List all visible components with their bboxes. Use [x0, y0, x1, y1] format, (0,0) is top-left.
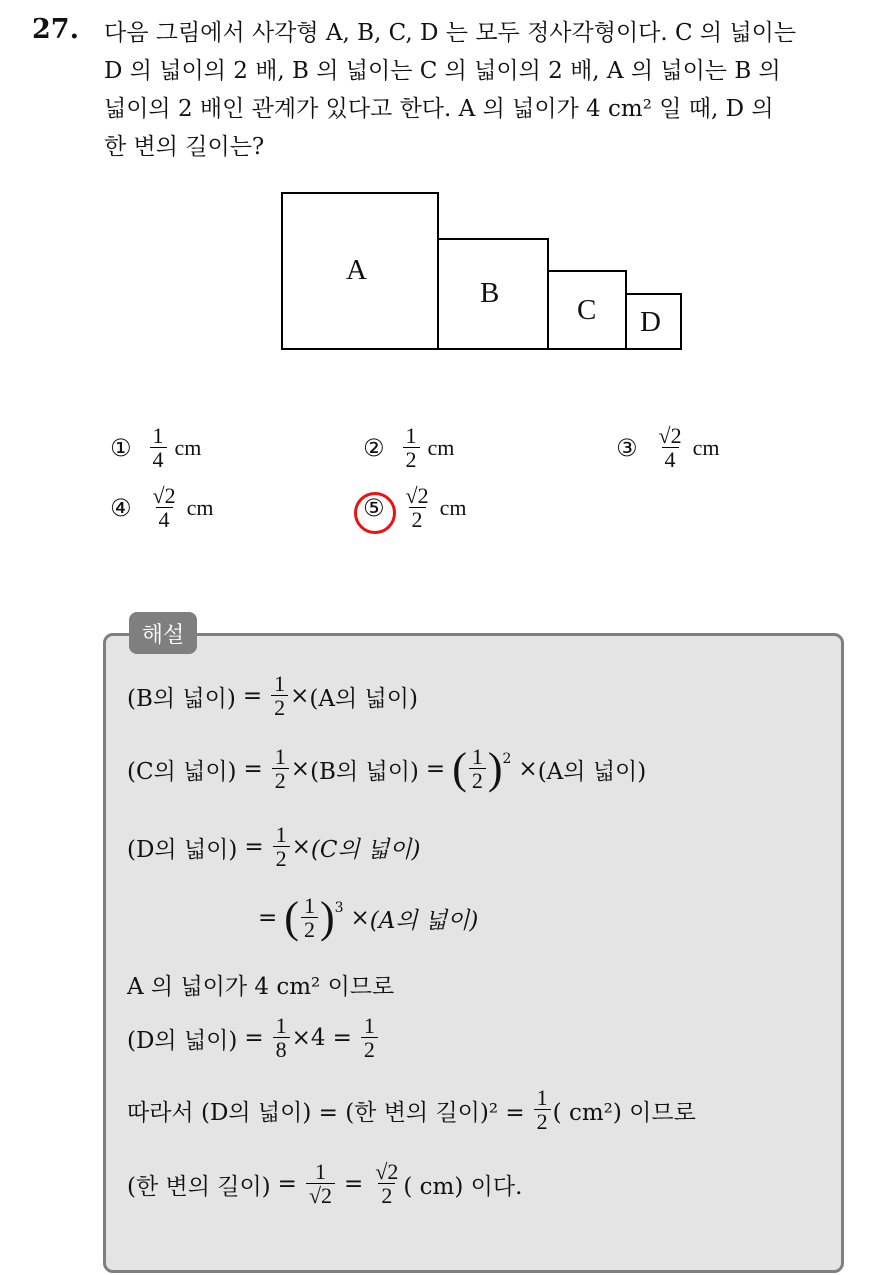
solution-text: ( cm²) 이므로 — [552, 1099, 696, 1126]
selected-answer-circle — [354, 492, 396, 534]
fraction — [372, 1160, 401, 1208]
denominator: 2 — [469, 768, 486, 793]
denominator: 2 — [409, 507, 426, 532]
fraction — [271, 672, 288, 720]
solution-text: 따라서 (D의 넓이) = (한 변의 길이)² = — [127, 1099, 525, 1126]
times: × — [518, 756, 538, 783]
area-d: (D의 넓이) — [127, 1027, 238, 1054]
numerator: √2 — [405, 483, 429, 508]
equals: = — [244, 834, 264, 861]
denominator: 4 — [662, 447, 679, 472]
numerator: 1 — [405, 423, 417, 448]
equals: = — [244, 1025, 264, 1052]
fraction — [656, 424, 685, 472]
denominator: 2 — [273, 846, 290, 871]
solution-text: ( cm) 이다. — [403, 1173, 523, 1200]
denominator: 2 — [403, 447, 420, 472]
solution-line-3 — [127, 823, 420, 871]
square-d-label: D — [640, 306, 661, 338]
fraction — [306, 1160, 335, 1208]
question-number: 27. — [32, 14, 79, 45]
square-a-label: A — [346, 254, 367, 286]
numerator: 1 — [536, 1085, 548, 1110]
denominator: 4 — [150, 447, 167, 472]
numerator: 1 — [303, 893, 315, 918]
fraction — [361, 1014, 378, 1062]
denominator: 4 — [156, 507, 173, 532]
exponent: 3 — [334, 900, 344, 916]
square-b-label: B — [480, 277, 500, 309]
fraction — [469, 745, 486, 793]
numerator: 1 — [152, 423, 164, 448]
unit: cm — [692, 435, 720, 461]
left-paren: ( — [284, 893, 299, 943]
times: × — [291, 834, 311, 861]
equals: = — [243, 756, 263, 783]
fraction — [534, 1086, 551, 1134]
unit: cm — [427, 435, 455, 461]
solution-line-1 — [127, 672, 418, 720]
solution-line-6 — [127, 1014, 380, 1062]
right-paren: ) — [319, 893, 335, 943]
fraction — [150, 484, 179, 532]
times: × — [350, 905, 370, 932]
solution-tag: 해설 — [129, 612, 197, 654]
unit: cm — [174, 435, 202, 461]
solution-text: A 의 넓이가 4 cm² 이므로 — [127, 974, 395, 1000]
numerator: √2 — [375, 1159, 399, 1184]
unit: cm — [186, 495, 214, 521]
denominator: 2 — [272, 768, 289, 793]
question-line: D 의 넓이의 2 배, B 의 넓이는 C 의 넓이의 2 배, A 의 넓이는 B 의 — [104, 58, 781, 84]
fraction — [272, 745, 289, 793]
denominator: 2 — [534, 1109, 551, 1134]
denominator: √2 — [306, 1183, 335, 1208]
four: 4 — [310, 1025, 326, 1052]
area-a-italic: (A의 넓이) — [369, 907, 479, 934]
question-text — [104, 14, 864, 166]
fraction — [273, 823, 290, 871]
equals: = — [344, 1171, 364, 1198]
equals: = — [425, 756, 446, 783]
fraction — [273, 1014, 290, 1062]
numerator: 1 — [274, 671, 286, 696]
numerator: √2 — [152, 483, 176, 508]
choice-4[interactable] — [110, 484, 213, 532]
choice-mark: ③ — [616, 434, 638, 463]
question-line: 한 변의 길이는? — [104, 134, 265, 160]
times: × — [290, 756, 311, 783]
fraction — [301, 894, 318, 942]
numerator: 1 — [363, 1013, 375, 1038]
equals: = — [242, 683, 263, 710]
left-paren: ( — [452, 744, 467, 794]
solution-line-2 — [127, 745, 646, 793]
fraction — [150, 424, 167, 472]
area-c-italic: (C의 넓이) — [310, 836, 421, 863]
denominator: 8 — [273, 1037, 290, 1062]
denominator: 2 — [301, 917, 318, 942]
area-b: (B의 넓이) — [127, 685, 236, 712]
numerator: 1 — [274, 744, 286, 769]
question-line: 넓이의 2 배인 관계가 있다고 한다. A 의 넓이가 4 cm² 일 때, D 의 — [104, 96, 774, 122]
choice-mark: ② — [363, 434, 385, 463]
square-c-label: C — [577, 294, 597, 326]
exponent: 2 — [502, 751, 512, 767]
fraction — [403, 484, 432, 532]
times: × — [290, 683, 310, 710]
denominator: 2 — [378, 1183, 395, 1208]
equals: = — [332, 1025, 352, 1052]
numerator: 1 — [314, 1159, 326, 1184]
area-b: (B의 넓이) — [310, 758, 419, 785]
numerator: √2 — [658, 423, 682, 448]
denominator: 2 — [361, 1037, 378, 1062]
equals: = — [258, 905, 278, 932]
numerator: 1 — [275, 822, 287, 847]
choice-mark: ① — [110, 434, 132, 463]
area-d: (D의 넓이) — [127, 836, 238, 863]
fraction — [403, 424, 420, 472]
question-line: 다음 그림에서 사각형 A, B, C, D 는 모두 정사각형이다. C 의 넓이는 — [104, 20, 797, 46]
side-length: (한 변의 길이) — [127, 1173, 271, 1200]
solution-line-7 — [127, 1086, 696, 1134]
choice-3[interactable] — [616, 424, 719, 472]
solution-line-8 — [127, 1160, 522, 1208]
denominator: 2 — [271, 695, 288, 720]
area-a: (A의 넓이) — [537, 758, 647, 785]
choice-mark: ⑤ — [363, 494, 385, 523]
numerator: 1 — [471, 744, 483, 769]
equals: = — [277, 1171, 297, 1198]
numerator: 1 — [275, 1013, 287, 1038]
times: × — [291, 1025, 311, 1052]
choice-1[interactable] — [110, 424, 201, 472]
right-paren: ) — [487, 744, 503, 794]
choice-2[interactable] — [363, 424, 454, 472]
area-c: (C의 넓이) — [127, 758, 237, 785]
choice-mark: ④ — [110, 494, 132, 523]
solution-line-4 — [258, 894, 478, 942]
area-a: (A의 넓이) — [309, 685, 418, 712]
unit: cm — [439, 495, 467, 521]
solution-line-5 — [127, 968, 394, 1001]
